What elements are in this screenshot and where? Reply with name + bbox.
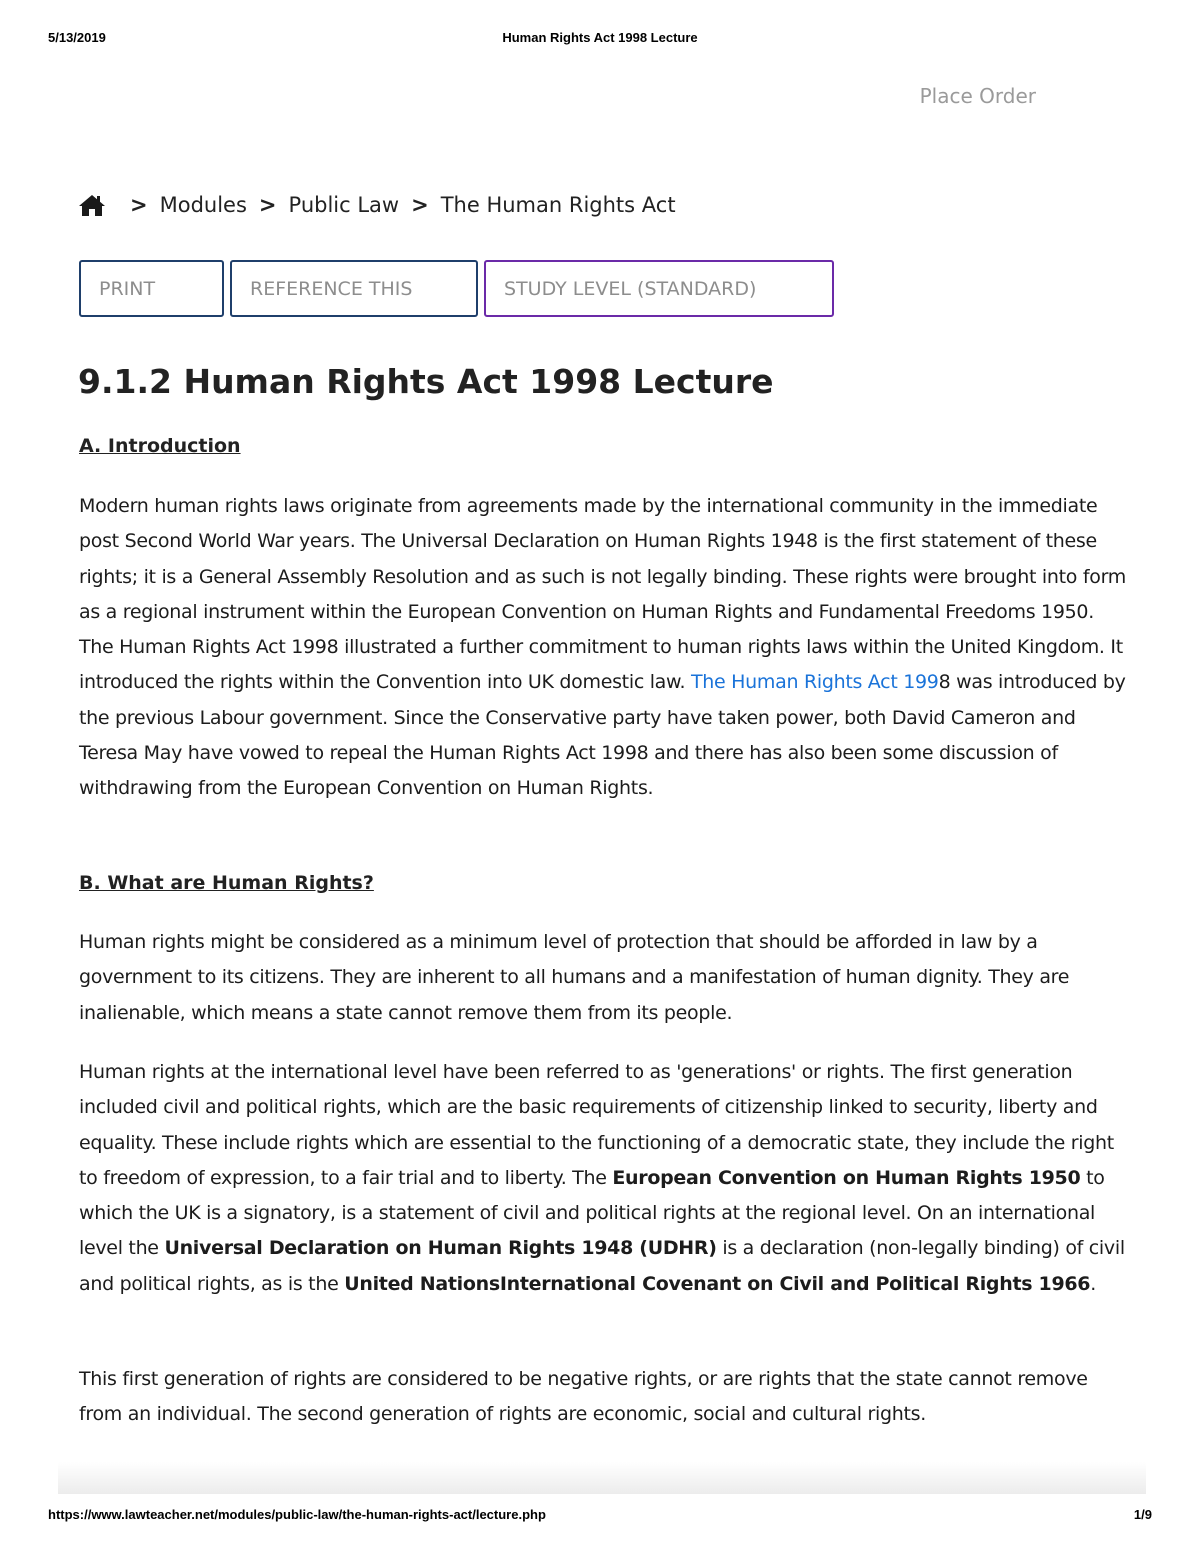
breadcrumb-item-human-rights-act[interactable]: The Human Rights Act [440, 193, 676, 217]
print-url: https://www.lawteacher.net/modules/public-law/the-human-rights-act/lecture.php [48, 1507, 546, 1522]
section-heading-what-are-human-rights: B. What are Human Rights? [79, 872, 374, 894]
study-level-button[interactable]: STUDY LEVEL (STANDARD) [484, 260, 834, 317]
breadcrumb-separator: > [258, 193, 277, 217]
print-doc-title: Human Rights Act 1998 Lecture [502, 30, 698, 45]
print-header [48, 30, 1152, 50]
bold-echr: European Convention on Human Rights 1950 [612, 1166, 1081, 1189]
section-heading-introduction: A. Introduction [79, 435, 241, 457]
page-bottom-shadow [58, 1462, 1146, 1494]
paragraph-definition: Human rights might be considered as a minimum level of protection that should be afforded in law by a government to its citizens. They are inherent to all humans and a manifestation of human dignity. They are inalienable, which means a state cannot remove them from its people. [79, 931, 1070, 1024]
section-b-p1 [79, 925, 1129, 1031]
section-b-p2 [79, 1055, 1129, 1302]
reference-this-button[interactable]: REFERENCE THIS [230, 260, 478, 317]
paragraph-text: Modern human rights laws originate from agreements made by the international community in the immediate post Second World War years. The Universal Declaration on Human Rights 1948 is the first statement of these rights; it is a General Assembly Resolution and as such is not legally binding. These rights were brought into form as a regional instrument within the European Convention on Human Rights and Fundamental Freedoms 1950. The Human Rights Act 1998 illustrated a further commitment to human rights laws within the United Kingdom. It introduced the rights within the Convention into UK domestic law. [79, 495, 1126, 694]
place-order-link[interactable]: Place Order [919, 84, 1036, 108]
paragraph-introduction [79, 489, 1129, 807]
home-icon-svg [78, 193, 106, 217]
paragraph-text: 8 was introduced by the previous Labour government. Since the Conservative party have taken power, both David Cameron and Teresa May have vowed to repeal the Human Rights Act 1998 and there has also been some discussion of withdrawing from the European Convention on Human Rights. [79, 671, 1126, 800]
breadcrumb-separator: > [411, 193, 429, 217]
paragraph-text: to which the UK is a signatory, is a statement of civil and political rights at the regional level. On an international level the [79, 1166, 1105, 1260]
section-a [79, 435, 1129, 457]
breadcrumb [78, 193, 676, 217]
section-b-p3 [79, 1362, 1129, 1433]
section-b [79, 872, 1129, 894]
paragraph-text: is a declaration (non-legally binding) of civil and political rights, as is the [79, 1237, 1125, 1295]
bold-udhr: Universal Declaration on Human Rights 1948 (UDHR) [164, 1237, 717, 1260]
paragraph-generations [79, 1055, 1129, 1302]
paragraph-text: . [1090, 1272, 1096, 1295]
paragraph-negative-rights: This first generation of rights are considered to be negative rights, or are rights that the state cannot remove from an individual. The second generation of rights are economic, social and cultural rights. [79, 1368, 1088, 1426]
paragraph-text: Human rights at the international level have been referred to as 'generations' or rights. The first generation included civil and political rights, which are the basic requirements of citizenship linked to security, liberty and equality. These include rights which are essential to the functioning of a democratic state, they include the right to freedom of expression, to a fair trial and to liberty. The [79, 1061, 1114, 1189]
human-rights-act-link[interactable]: The Human Rights Act 199 [691, 671, 939, 694]
breadcrumb-separator: > [130, 193, 148, 217]
breadcrumb-item-modules[interactable]: Modules [159, 193, 247, 217]
section-a-body [79, 489, 1129, 807]
print-page-number: 1/9 [1133, 1507, 1152, 1522]
print-footer [48, 1507, 1152, 1527]
breadcrumb-item-public-law[interactable]: Public Law [288, 193, 400, 217]
page-title: 9.1.2 Human Rights Act 1998 Lecture [78, 362, 774, 401]
home-icon[interactable] [78, 193, 106, 217]
print-button[interactable]: PRINT [79, 260, 224, 317]
print-date: 5/13/2019 [48, 30, 106, 45]
action-buttons [79, 260, 834, 317]
bold-iccpr: United NationsInternational Covenant on Civil and Political Rights 1966 [344, 1272, 1091, 1295]
